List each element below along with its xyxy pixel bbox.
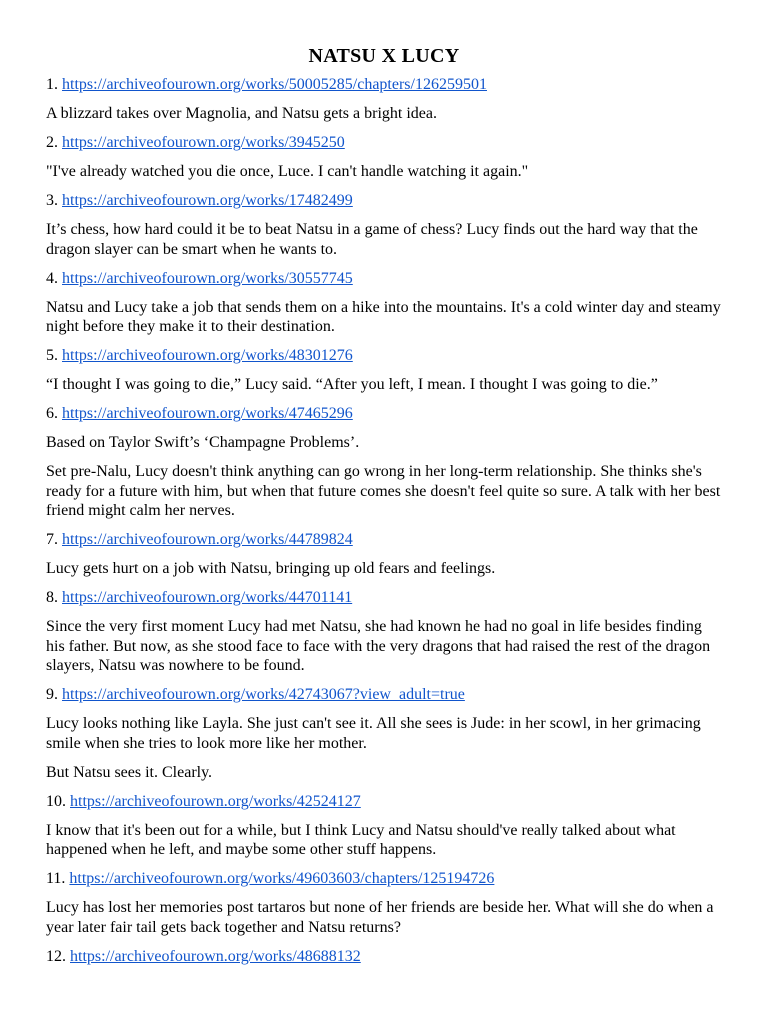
list-item [46,75,722,124]
entry-link-line [46,530,722,550]
list-item [46,346,722,395]
list-item [46,530,722,579]
fic-list [46,75,722,966]
entry-link-line [46,191,722,211]
entry-link[interactable]: https://archiveofourown.org/works/49603603/chapters/125194726 [69,870,495,887]
entry-link[interactable]: https://archiveofourown.org/works/50005285/chapters/126259501 [62,76,487,93]
list-item [46,869,722,937]
list-item [46,191,722,259]
list-item [46,404,722,521]
entry-link-line [46,588,722,608]
entry-number: 4. [46,269,58,287]
entry-link[interactable]: https://archiveofourown.org/works/44789824 [62,531,353,548]
entry-summary: But Natsu sees it. Clearly. [46,763,213,781]
entry-summary: Since the very first moment Lucy had met Natsu, she had known he had no goal in life besides finding his father. But now, as she stood face to face with the very dragons that had raised the rest of the dragon slayers, Natsu was nowhere to be found. [46,618,711,674]
entry-number: 11. [46,870,66,887]
entry-number: 10. [46,792,66,810]
entry-link[interactable]: https://archiveofourown.org/works/17482499 [62,192,353,209]
entry-link[interactable]: https://archiveofourown.org/works/42743067?view_adult=true [62,686,465,703]
entry-link-line [46,346,722,366]
entry-summary: Natsu and Lucy take a job that sends them on a hike into the mountains. It's a cold winter day and steamy night before they make it to their destination. [46,298,721,335]
entry-link[interactable]: https://archiveofourown.org/works/3945250 [62,134,345,151]
entry-link[interactable]: https://archiveofourown.org/works/48688132 [70,947,361,965]
entry-number: 5. [46,347,58,364]
entry-summary: Lucy looks nothing like Layla. She just can't see it. All she sees is Jude: in her scowl, in her grimacing smile when she tries to look more like her mother. [46,715,701,752]
list-item [46,269,722,337]
entry-link-line [46,685,722,705]
entry-summary: “I thought I was going to die,” Lucy said. “After you left, I mean. I thought I was going to die.” [46,376,658,393]
entry-number: 12. [46,947,66,965]
entry-summary: Based on Taylor Swift’s ‘Champagne Problems’. [46,434,360,451]
entry-number: 9. [46,686,58,703]
entry-number: 8. [46,589,58,606]
entry-summary: Set pre-Nalu, Lucy doesn't think anything can go wrong in her long-term relationship. She thinks she's ready for a future with him, but when that future comes she doesn't feel quite so sure. A talk with her best friend might calm her nerves. [46,463,721,519]
list-item [46,133,722,182]
entry-summary: Lucy has lost her memories post tartaros but none of her friends are beside her. What will she do when a year later fair tail gets back together and Natsu returns? [46,899,714,936]
entry-summary: Lucy gets hurt on a job with Natsu, bringing up old fears and feelings. [46,560,496,577]
entry-number: 1. [46,76,58,93]
entry-link-line [46,269,722,289]
entry-link-line [46,75,722,95]
list-item [46,947,722,967]
entry-link-line [46,404,722,424]
entry-number: 2. [46,134,58,151]
entry-summary: It’s chess, how hard could it be to beat Natsu in a game of chess? Lucy finds out the hard way that the dragon slayer can be smart when he wants to. [46,221,698,258]
list-item [46,685,722,782]
entry-link[interactable]: https://archiveofourown.org/works/30557745 [62,269,353,287]
list-item [46,792,722,860]
entry-link[interactable]: https://archiveofourown.org/works/44701141 [62,589,353,606]
entry-link[interactable]: https://archiveofourown.org/works/42524127 [70,792,361,810]
entry-link-line [46,792,722,812]
entry-number: 3. [46,192,58,209]
entry-number: 7. [46,531,58,548]
entry-link-line [46,133,722,153]
entry-link[interactable]: https://archiveofourown.org/works/48301276 [62,347,353,364]
list-item [46,588,722,676]
entry-summary: "I've already watched you die once, Luce. I can't handle watching it again." [46,163,529,180]
entry-summary: I know that it's been out for a while, but I think Lucy and Natsu should've really talked about what happened when he left, and maybe some other stuff happens. [46,821,676,858]
entry-link-line [46,869,722,889]
entry-link[interactable]: https://archiveofourown.org/works/47465296 [62,405,353,422]
entry-summary: A blizzard takes over Magnolia, and Natsu gets a bright idea. [46,105,437,122]
document-title: NATSU X LUCY [308,45,460,67]
entry-number: 6. [46,405,58,422]
entry-link-line [46,947,722,967]
